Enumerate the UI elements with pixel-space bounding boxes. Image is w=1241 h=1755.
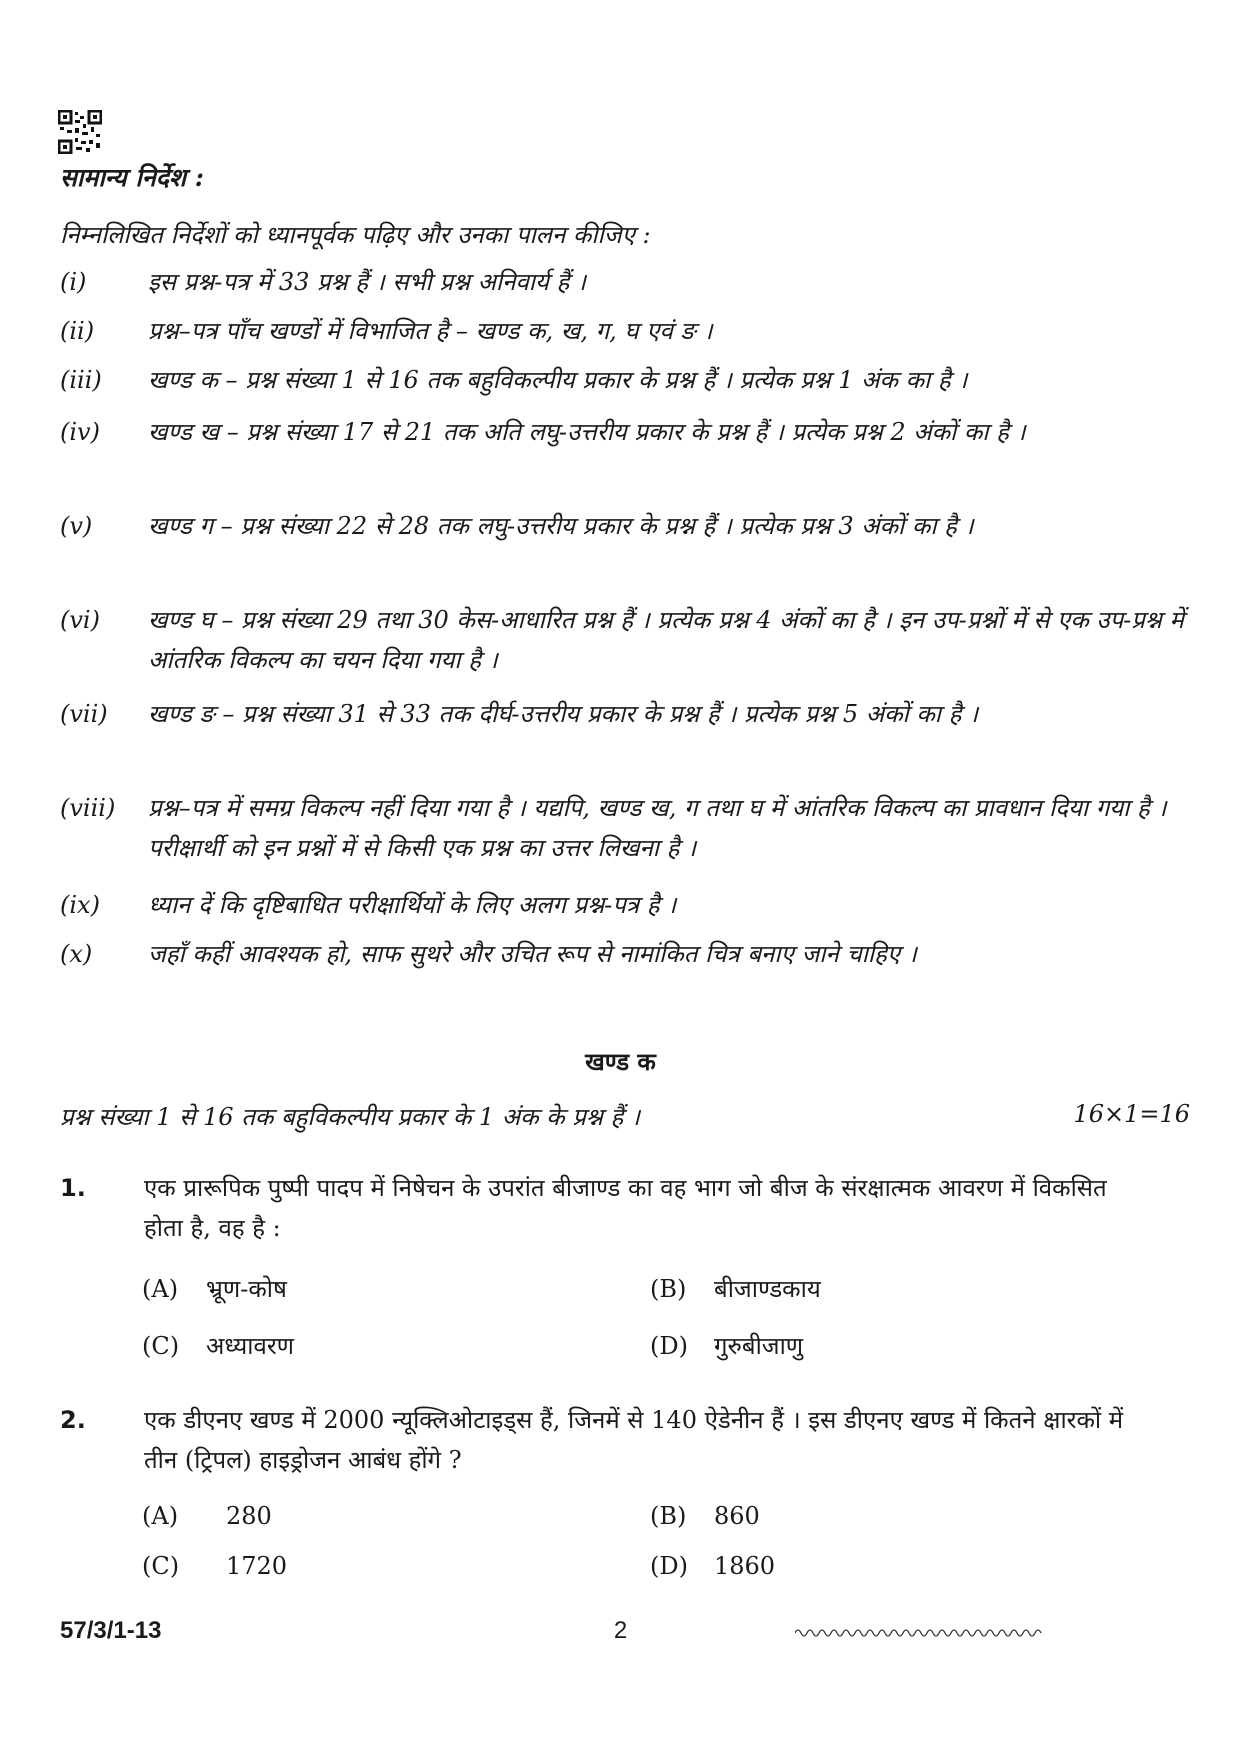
option-label: (A) [142,1275,179,1303]
option-label: (B) [650,1502,687,1530]
instruction-item [60,360,1190,400]
option-label: (D) [650,1552,688,1580]
question-number: 2. [60,1406,86,1434]
instruction-text: खण्ड घ – प्रश्न संख्या 29 तथा 30 केस-आधारित प्रश्न हैं । प्रत्येक प्रश्न 4 अंकों का है । इन उप-प्रश्नों में से एक उप-प्रश्न में आंतरिक विकल्प का चयन दिया गया है । [148,606,1184,674]
instruction-item [60,694,1190,734]
option-c [142,1329,294,1362]
instruction-number: (i) [60,268,87,296]
question-text: एक प्रारूपिक पुष्पी पादप में निषेचन के उपरांत बीजाण्ड का वह भाग जो बीज के संरक्षात्मक आवरण में विकसित होता है, वह है : [144,1174,1107,1242]
option-text: अध्यावरण [206,1332,295,1360]
option-text: गुरुबीजाणु [714,1332,804,1360]
instruction-item [60,311,1190,351]
option-a [142,1272,287,1305]
option-d [650,1329,803,1362]
instructions-intro: निम्नलिखित निर्देशों को ध्यानपूर्वक पढ़िए और उनका पालन कीजिए : [60,221,651,249]
instruction-number: (vii) [60,700,108,728]
instruction-number: (iv) [60,418,100,446]
instruction-text: खण्ड ग – प्रश्न संख्या 22 से 28 तक लघु-उत्तरीय प्रकार के प्रश्न हैं । प्रत्येक प्रश्न 3 अंकों का है । [148,512,974,540]
instruction-text: प्रश्न–पत्र पाँच खण्डों में विभाजित है – खण्ड क, ख, ग, घ एवं ङ । [148,317,713,345]
instruction-text: खण्ड क – प्रश्न संख्या 1 से 16 तक बहुविकल्पीय प्रकार के प्रश्न हैं । प्रत्येक प्रश्न 1 अंक का है । [148,366,968,394]
option-c [142,1552,287,1580]
instruction-number: (vi) [60,606,100,634]
instruction-item [60,885,1190,925]
option-a [142,1502,272,1530]
instruction-item [60,600,1190,680]
instruction-item [60,934,1190,974]
option-b [650,1272,821,1305]
instruction-text: इस प्रश्न-पत्र में 33 प्रश्न हैं । सभी प्रश्न अनिवार्य हैं । [148,268,587,296]
option-label: (A) [142,1502,179,1530]
option-text: 280 [226,1502,272,1530]
instruction-item [60,412,1190,452]
option-d [650,1552,775,1580]
instruction-text: जहाँ कहीं आवश्यक हो, साफ सुथरे और उचित रूप से नामांकित चित्र बनाए जाने चाहिए । [148,940,917,968]
section-title: खण्ड क [585,1047,656,1076]
instruction-number: (v) [60,512,93,540]
instruction-text: खण्ड ख – प्रश्न संख्या 17 से 21 तक अति लघु-उत्तरीय प्रकार के प्रश्न हैं । प्रत्येक प्रश्न 2 अंकों का है । [148,418,1026,446]
instruction-number: (viii) [60,794,116,822]
question-item [60,1168,1190,1248]
option-label: (B) [650,1275,687,1303]
option-text: भ्रूण-कोष [206,1275,287,1303]
question-item [60,1400,1190,1480]
instruction-number: (ix) [60,891,100,919]
instruction-item [60,262,1190,302]
option-label: (C) [142,1332,180,1360]
option-label: (C) [142,1552,180,1580]
option-text: 1860 [714,1552,776,1580]
option-text: 860 [714,1502,760,1530]
instruction-item [60,788,1190,868]
option-b [650,1502,760,1530]
instruction-number: (ii) [60,317,95,345]
question-number: 1. [60,1174,86,1202]
paper-code: 57/3/1-13 [60,1617,162,1644]
instruction-number: (x) [60,940,93,968]
section-marks: 16×1=16 [1073,1100,1190,1128]
section-line-text: प्रश्न संख्या 1 से 16 तक बहुविकल्पीय प्रकार के 1 अंक के प्रश्न हैं । [60,1103,640,1131]
instructions-heading: सामान्य निर्देश : [60,163,204,192]
question-text: एक डीएनए खण्ड में 2000 न्यूक्लिओटाइड्स हैं, जिनमें से 140 ऐडेनीन हैं । इस डीएनए खण्ड में कितने क्षारकों में तीन (ट्रिपल) हाइड्रोजन आबंध होंगे ? [144,1406,1124,1474]
page-number: 2 [613,1617,628,1644]
wavy-line-icon [795,1626,1045,1640]
instruction-text: ध्यान दें कि दृष्टिबाधित परीक्षार्थियों के लिए अलग प्रश्न-पत्र है । [148,891,677,919]
instruction-item [60,506,1190,546]
instruction-text: प्रश्न–पत्र में समग्र विकल्प नहीं दिया गया है । यद्यपि, खण्ड ख, ग तथा घ में आंतरिक विकल्प का प्रावधान दिया गया है । परीक्षार्थी को इन प्रश्नों में से किसी एक प्रश्न का उत्तर लिखना है । [148,794,1167,862]
section-description [60,1100,1190,1133]
qr-code-icon [58,110,102,154]
option-text: 1720 [226,1552,288,1580]
option-text: बीजाण्डकाय [714,1275,821,1303]
instruction-text: खण्ड ङ – प्रश्न संख्या 31 से 33 तक दीर्घ-उत्तरीय प्रकार के प्रश्न हैं । प्रत्येक प्रश्न 5 अंकों का है । [148,700,979,728]
instruction-number: (iii) [60,366,102,394]
option-label: (D) [650,1332,688,1360]
